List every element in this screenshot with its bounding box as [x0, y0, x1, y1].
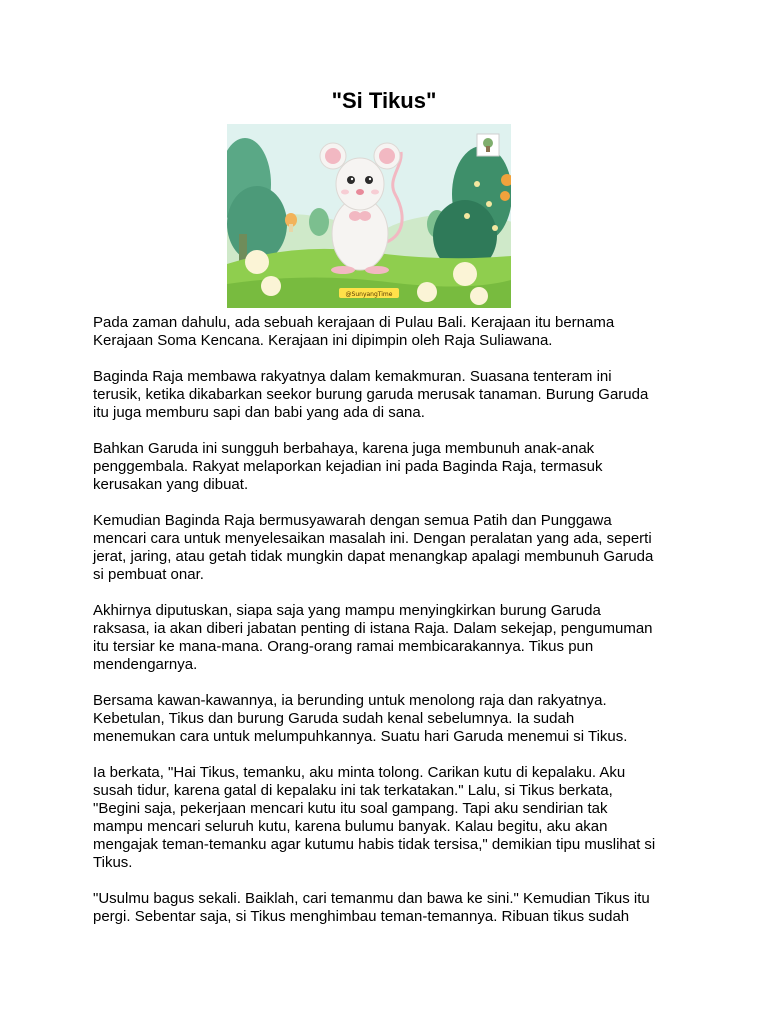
paragraph: Akhirnya diputuskan, siapa saja yang mampu menyingkirkan burung Garuda raksasa, ia akan diberi jabatan penting di istana Raja. Dalam sekejap, pengumuman itu tersiar ke mana-mana. Orang-orang ramai membicarakannya. Tikus pun mendengarnya. [93, 602, 653, 673]
paragraph: Pada zaman dahulu, ada sebuah kerajaan di Pulau Bali. Kerajaan itu bernama Kerajaan Soma Kencana. Kerajaan ini dipimpin oleh Raja Suliawana. [93, 314, 615, 349]
paragraph: "Usulmu bagus sekali. Baiklah, cari temanmu dan bawa ke sini." Kemudian Tikus itu pergi. Sebentar saja, si Tikus menghimbau teman-temannya. Ribuan tikus sudah [93, 890, 650, 925]
story-body [93, 314, 693, 944]
paragraph: Bersama kawan-kawannya, ia berunding untuk menolong raja dan rakyatnya. Kebetulan, Tikus dan burung Garuda sudah kenal sebelumnya. Ia sudah menemukan cara untuk melumpuhkannya. Suatu hari Garuda menemui si Tikus. [93, 692, 628, 745]
mouse-illustration-image [227, 124, 511, 308]
watermark-text: @SunyangTime [345, 291, 393, 298]
page-title: "Si Tikus" [331, 88, 437, 113]
story-illustration [227, 124, 511, 308]
paragraph: Baginda Raja membawa rakyatnya dalam kemakmuran. Suasana tenteram ini terusik, ketika dikabarkan seekor burung garuda merusak tanaman. Burung Garuda itu juga memburu sapi dan babi yang ada di sana. [93, 368, 649, 421]
paragraph: Bahkan Garuda ini sungguh berbahaya, karena juga membunuh anak-anak penggembala. Rakyat melaporkan kejadian ini pada Baginda Raja, termasuk kerusakan yang dibuat. [93, 440, 603, 493]
paragraph: Kemudian Baginda Raja bermusyawarah dengan semua Patih dan Punggawa mencari cara untuk menyelesaikan masalah ini. Dengan peralatan yang ada, seperti jerat, jaring, atau getah tidak mungkin dapat menangkap apalagi membunuh Garuda si pembuat onar. [93, 512, 654, 583]
paragraph: Ia berkata, "Hai Tikus, temanku, aku minta tolong. Carikan kutu di kepalaku. Aku susah tidur, karena gatal di kepalaku ini tak terkatakan." Lalu, si Tikus berkata, "Begini saja, pekerjaan mencari kutu itu soal gampang. Tapi aku sendirian tak mampu mencari seluruh kutu, karena bulumu banyak. Kalau begitu, aku akan mengajak teman-temanku agar kutumu habis tidak tersisa," demikian tipu muslihat si Tikus. [93, 764, 656, 871]
